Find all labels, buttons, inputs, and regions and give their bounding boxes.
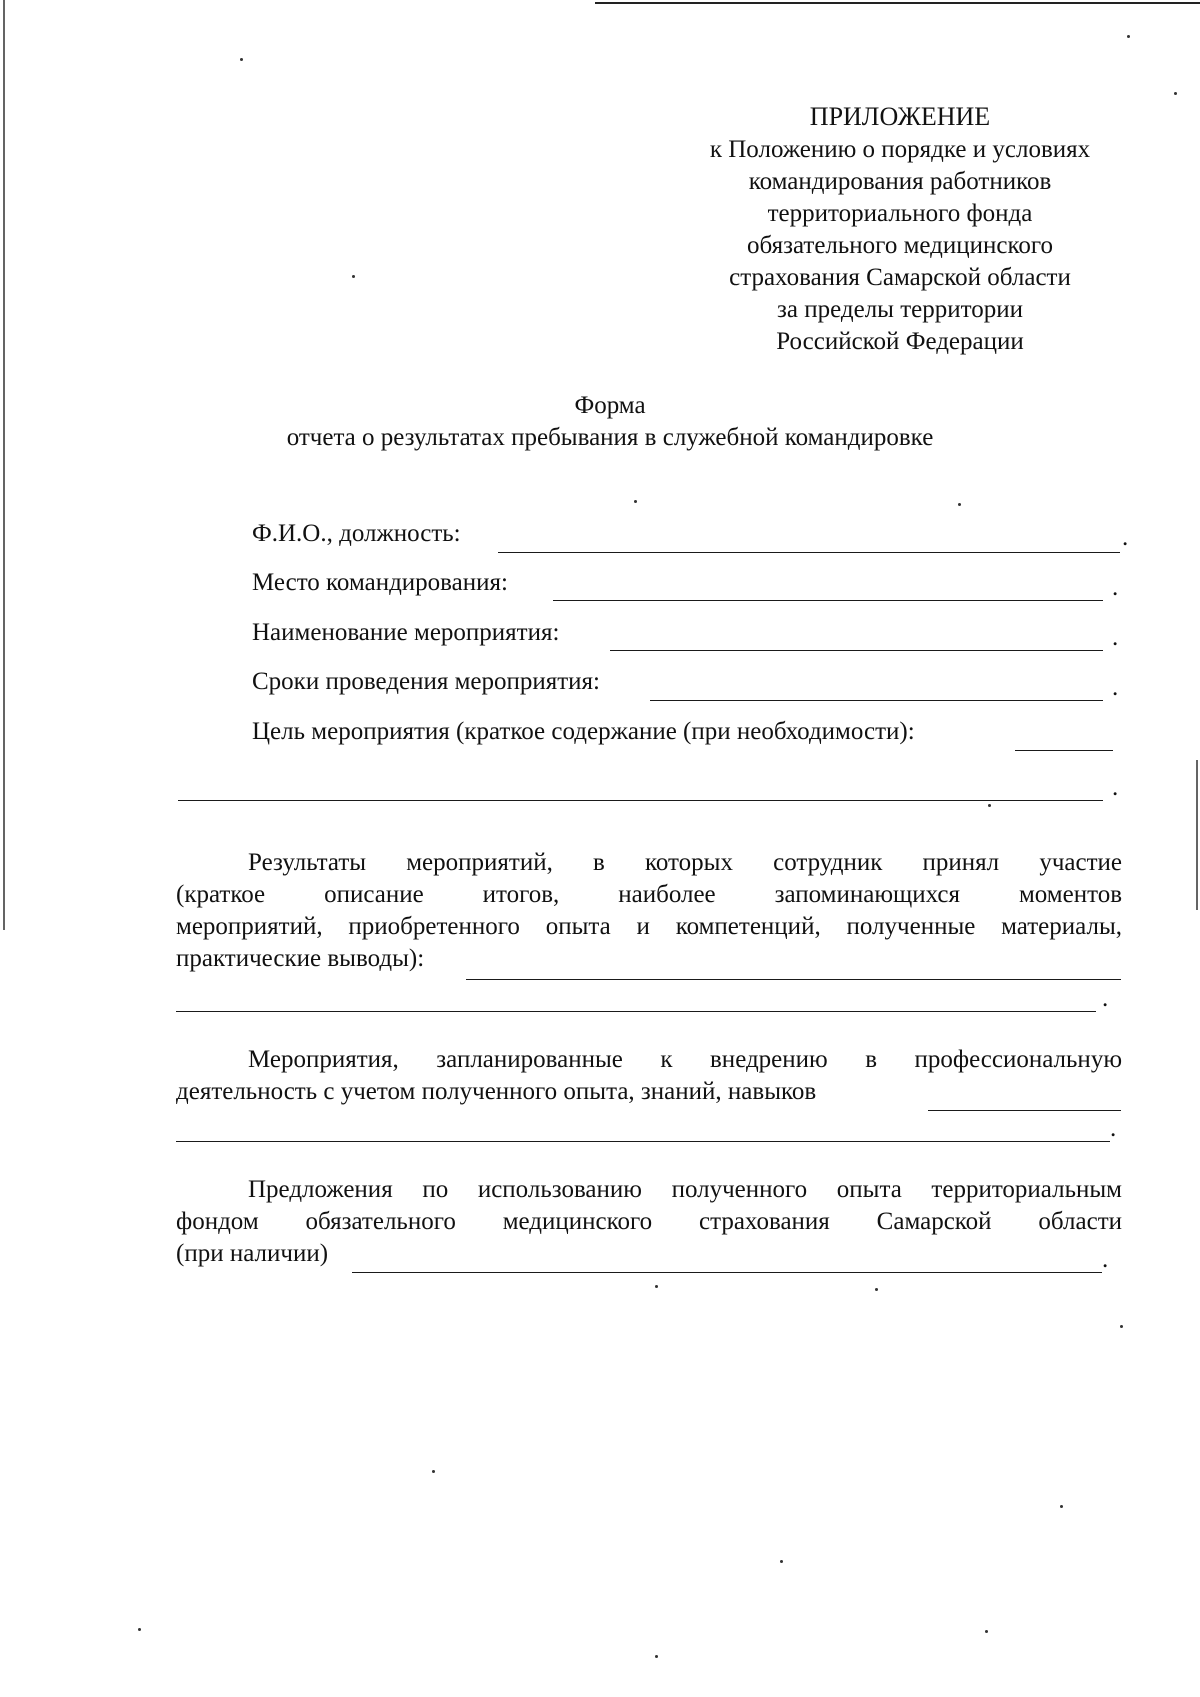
scan-speck	[958, 503, 961, 506]
results-text: практические выводы):	[176, 945, 425, 972]
field-label-place: Место командирования:	[252, 569, 508, 596]
scan-edge-top	[595, 2, 1200, 4]
proposals-paragraph	[176, 1174, 1122, 1270]
appendix-line: к Положению о порядке и условиях	[709, 136, 1091, 163]
scan-speck	[240, 58, 243, 61]
field-period: .	[1112, 674, 1119, 701]
results-text: (краткое описание итогов, наиболее запоминающихся моментов	[176, 881, 1122, 908]
results-text: Результаты мероприятий, в которых сотрудник принял участие	[248, 849, 1122, 876]
appendix-block	[660, 100, 1140, 358]
field-label-event-name: Наименование мероприятия:	[252, 619, 560, 646]
results-text: мероприятий, приобретенного опыта и компетенций, полученные материалы,	[176, 913, 1122, 940]
proposals-line[interactable]	[352, 1272, 1102, 1273]
planned-text: деятельность с учетом полученного опыта, знаний, навыков	[176, 1078, 817, 1105]
results-line-1[interactable]	[466, 979, 1121, 980]
results-line	[176, 879, 1122, 911]
proposals-text: Предложения по использованию полученного опыта территориальным	[248, 1176, 1122, 1203]
scan-speck	[634, 500, 637, 503]
field-period: .	[1110, 1115, 1117, 1142]
planned-line	[176, 1076, 1122, 1108]
results-paragraph	[176, 847, 1122, 975]
scan-speck	[655, 1285, 658, 1288]
scan-speck	[988, 804, 991, 807]
field-period: .	[1102, 985, 1109, 1012]
field-line-fio[interactable]	[498, 552, 1120, 553]
scan-speck	[1174, 92, 1177, 95]
results-line-2[interactable]	[176, 1011, 1096, 1012]
scan-speck	[1120, 1325, 1123, 1328]
field-period: .	[1112, 774, 1119, 801]
scan-speck	[985, 1630, 988, 1633]
appendix-line: за пределы территории	[777, 296, 1023, 323]
appendix-line: территориального фонда	[767, 200, 1033, 227]
field-period: .	[1122, 524, 1129, 551]
scan-speck	[1127, 35, 1130, 38]
appendix-line: страхования Самарской области	[729, 264, 1071, 291]
scan-speck	[780, 1560, 783, 1563]
planned-line-1[interactable]	[928, 1110, 1121, 1111]
form-title: Форма	[574, 392, 646, 419]
proposals-line	[176, 1238, 1122, 1270]
planned-line	[176, 1044, 1122, 1076]
proposals-text: фондом обязательного медицинского страхования Самарской области	[176, 1208, 1122, 1235]
field-period: .	[1112, 624, 1119, 651]
field-label-dates: Сроки проведения мероприятия:	[252, 668, 600, 695]
field-period: .	[1102, 1246, 1109, 1273]
appendix-line: обязательного медицинского	[746, 232, 1053, 259]
scan-edge-right	[1196, 760, 1198, 910]
field-line-dates[interactable]	[650, 700, 1103, 701]
appendix-line: Российской Федерации	[776, 328, 1024, 355]
proposals-line	[176, 1174, 1122, 1206]
appendix-line: командирования работников	[748, 168, 1052, 195]
field-line-event-name[interactable]	[610, 650, 1103, 651]
scan-speck	[352, 275, 355, 278]
scan-speck	[655, 1655, 658, 1658]
field-line-place[interactable]	[553, 600, 1103, 601]
field-line-purpose-continuation[interactable]	[178, 800, 1103, 801]
results-line	[176, 847, 1122, 879]
scan-speck	[1060, 1505, 1063, 1508]
form-heading	[180, 390, 1040, 454]
field-period: .	[1112, 574, 1119, 601]
results-line	[176, 943, 1122, 975]
scan-edge-left	[3, 0, 5, 930]
proposals-line	[176, 1206, 1122, 1238]
planned-text: Мероприятия, запланированные к внедрению в профессиональную	[248, 1046, 1122, 1073]
planned-paragraph	[176, 1044, 1122, 1108]
scan-speck	[138, 1628, 141, 1631]
planned-line-2[interactable]	[176, 1141, 1110, 1142]
results-line	[176, 911, 1122, 943]
proposals-text: (при наличии)	[176, 1240, 329, 1267]
scan-speck	[875, 1288, 878, 1291]
field-label-purpose: Цель мероприятия (краткое содержание (при необходимости):	[252, 718, 915, 745]
field-line-purpose[interactable]	[1015, 750, 1113, 751]
scan-speck	[432, 1470, 435, 1473]
field-label-fio: Ф.И.О., должность:	[252, 520, 461, 547]
appendix-title: ПРИЛОЖЕНИЕ	[809, 102, 991, 131]
form-subtitle: отчета о результатах пребывания в служебной командировке	[286, 424, 934, 451]
